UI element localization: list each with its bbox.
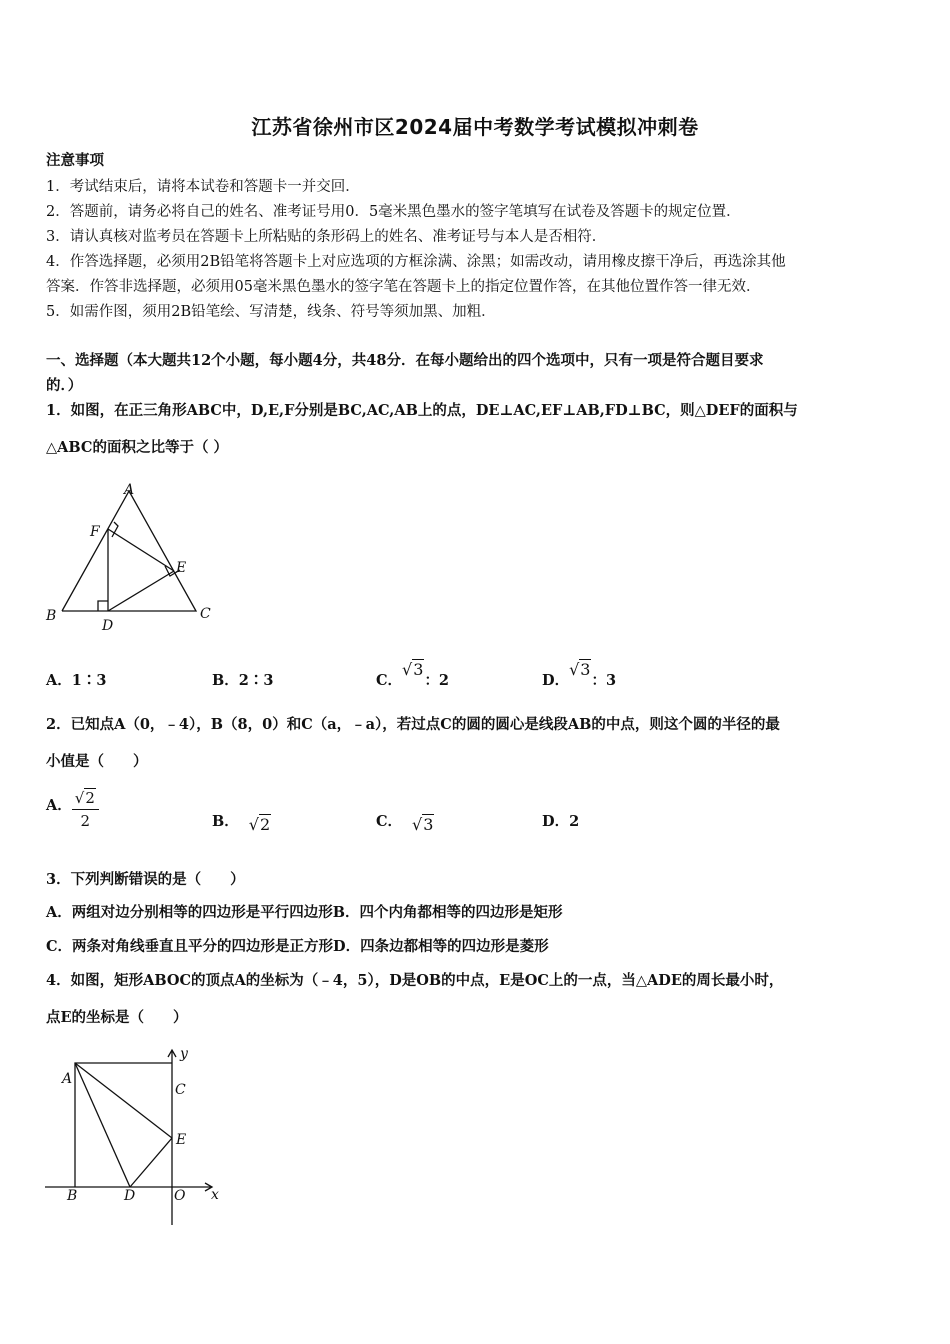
sqrt-symbol: √3 — [402, 660, 424, 679]
point-label-d: D — [124, 1188, 136, 1204]
notice-heading: 注意事项 — [46, 152, 104, 169]
fraction: $\frac{√2}{2}$ — [72, 789, 99, 830]
vertex-label-d: D — [102, 618, 114, 634]
q2-stem: 2．已知点A（0，﹣4），B（8，0）和C（a，﹣a），若过点C的圆的圆心是线段AB的中点，则这个圆的半径的最 — [46, 716, 780, 733]
triangle-abc — [62, 491, 196, 611]
vertex-label-a: A — [124, 482, 135, 498]
q1-option-c[interactable]: C．√3：2 — [376, 660, 450, 689]
point-label-b: B — [67, 1188, 78, 1204]
q1-option-a[interactable]: A．1∶3 — [46, 672, 107, 689]
segment-de — [108, 571, 174, 611]
q3-stem: 3．下列判断错误的是（ ） — [46, 871, 245, 888]
q4-coordinate-figure — [40, 1043, 235, 1233]
q1-stem: 1．如图，在正三角形ABC中，D,E,F分别是BC,AC,AB上的点，DE⊥AC,EF⊥AB,FD⊥BC，则△DEF的面积与 — [46, 402, 798, 419]
notice-item: 1．考试结束后，请将本试卷和答题卡一并交回． — [46, 179, 360, 195]
notice-item: 3．请认真核对监考员在答题卡上所粘贴的条形码上的姓名、准考证号与本人是否相符． — [46, 229, 607, 245]
sqrt-symbol: √3 — [569, 660, 591, 679]
right-angle-mark-d — [98, 601, 108, 611]
rectangle-aboc — [75, 1063, 172, 1187]
q4-stem-cont: 点E的坐标是（ ） — [46, 1009, 188, 1026]
vertex-label-e: E — [176, 560, 187, 576]
notice-item: 4．作答选择题，必须用2B铅笔将答题卡上对应选项的方框涂满、涂黑；如需改动，请用橡皮擦干净后，再选涂其他 — [46, 254, 786, 270]
axis-label-x: x — [211, 1187, 219, 1203]
point-label-e: E — [176, 1132, 187, 1148]
vertex-label-b: B — [46, 608, 57, 624]
sqrt-symbol: √2 — [248, 815, 271, 834]
segment-de — [130, 1138, 172, 1187]
vertex-label-c: C — [200, 606, 211, 622]
axis-label-y: y — [180, 1046, 188, 1062]
q2-stem-cont: 小值是（ ） — [46, 753, 148, 770]
q4-stem: 4．如图，矩形ABOC的顶点A的坐标为（﹣4，5），D是OB的中点，E是OC上的一点，当△ADE的周长最小时， — [46, 972, 784, 989]
point-label-o: O — [174, 1188, 186, 1204]
sqrt-symbol: √3 — [412, 815, 434, 834]
q1-triangle-figure — [40, 478, 230, 638]
paper-title: 江苏省徐州市区2024届中考数学考试模拟冲刺卷 — [251, 115, 699, 139]
notice-item: 5．如需作图，须用2B铅笔绘、写清楚，线条、符号等须加黑、加粗． — [46, 304, 496, 320]
segment-ad — [75, 1063, 130, 1187]
q1-stem-cont: △ABC的面积之比等于（ ） — [46, 439, 229, 456]
q2-option-b[interactable]: B． √2 — [212, 813, 271, 834]
q3-options-cd[interactable]: C．两条对角线垂直且平分的四边形是正方形D．四条边都相等的四边形是菱形 — [46, 938, 549, 955]
q1-option-b[interactable]: B．2∶3 — [212, 672, 274, 689]
segment-fe — [108, 529, 174, 571]
vertex-label-f: F — [90, 524, 100, 540]
q3-options-ab[interactable]: A．两组对边分别相等的四边形是平行四边形B．四个内角都相等的四边形是矩形 — [46, 904, 563, 921]
q2-option-a[interactable]: A． $\frac{√2}{2}$ — [46, 789, 99, 830]
section-heading-cont: 的．） — [46, 377, 83, 394]
point-label-a: A — [62, 1071, 73, 1087]
q1-option-d[interactable]: D．√3：3 — [542, 660, 617, 689]
q2-option-d[interactable]: D．2 — [542, 813, 580, 830]
section-heading: 一、选择题（本大题共12个小题，每小题4分，共48分．在每小题给出的四个选项中，只有一项是符合题目要求 — [46, 352, 764, 369]
segment-ae — [75, 1063, 172, 1138]
notice-item: 答案．作答非选择题，必须用05毫米黑色墨水的签字笔在答题卡上的指定位置作答，在其他位置作答一律无效． — [46, 279, 761, 295]
point-label-c: C — [175, 1082, 186, 1098]
notice-item: 2．答题前，请务必将自己的姓名、准考证号用0．5毫米黑色墨水的签字笔填写在试卷及答题卡的规定位置． — [46, 204, 741, 220]
q2-option-c[interactable]: C． √3 — [376, 813, 434, 834]
